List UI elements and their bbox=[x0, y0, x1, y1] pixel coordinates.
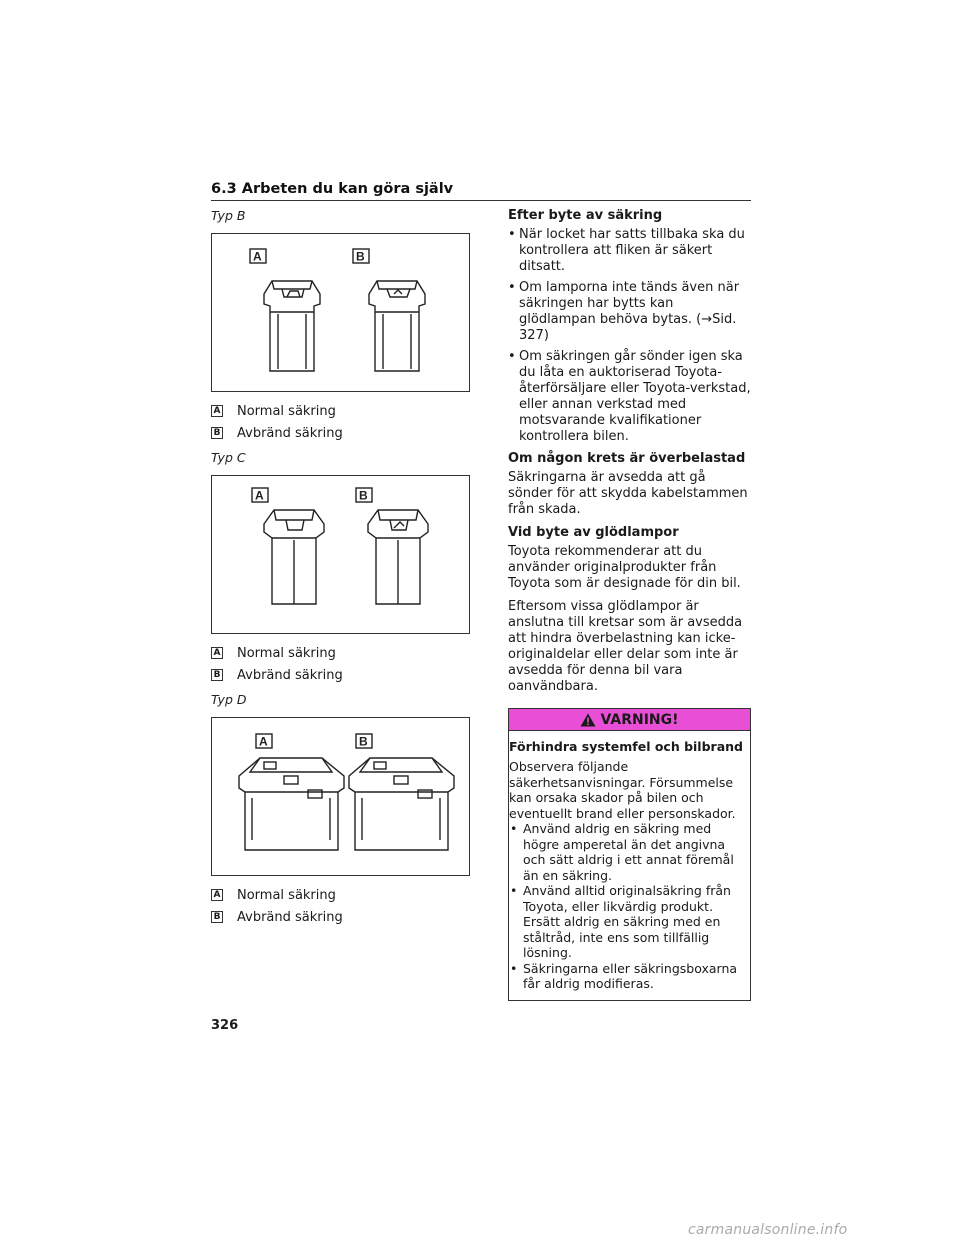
after-replacement-list bbox=[508, 227, 752, 445]
legend-text: Avbränd säkring bbox=[237, 425, 343, 441]
legend-item bbox=[211, 422, 471, 444]
legend-letter: A bbox=[211, 405, 223, 417]
legend-item bbox=[211, 664, 471, 686]
legend-text: Normal säkring bbox=[237, 403, 336, 419]
bulbs-paragraph-2: Eftersom vissa glödlampor är anslutna till kretsar som är avsedda att hindra överbelastning kan icke-originaldelar eller delar som inte är avsedda för denna bil vara oanvändbara. bbox=[508, 599, 743, 694]
figure-type-label: Typ B bbox=[211, 208, 246, 223]
left-column bbox=[211, 208, 471, 928]
legend-letter: B bbox=[211, 911, 223, 923]
legend-letter: A bbox=[211, 647, 223, 659]
fuse-figure-type-c bbox=[211, 475, 470, 634]
warning-list bbox=[509, 821, 750, 992]
legend-text: Avbränd säkring bbox=[237, 909, 343, 925]
fuse-illustration-type-c bbox=[212, 476, 471, 635]
legend-item bbox=[211, 642, 471, 664]
legend-text: Normal säkring bbox=[237, 645, 336, 661]
figure-type-label: Typ D bbox=[211, 692, 247, 707]
legend-item bbox=[211, 906, 471, 928]
legend-item bbox=[211, 884, 471, 906]
warning-body bbox=[509, 731, 750, 1000]
right-column bbox=[508, 208, 752, 1001]
section-title: 6.3 Arbeten du kan göra själv bbox=[211, 181, 751, 201]
list-item: • Använd alltid originalsäkring från Toyota, eller likvärdig produkt. Ersätt aldrig en säkring med en ståltråd, inte ens som tillfällig lösning. bbox=[509, 883, 750, 961]
fuse-figure-type-d bbox=[211, 717, 470, 876]
list-item: • Säkringarna eller säkringsboxarna får aldrig modifieras. bbox=[509, 961, 750, 992]
overload-heading: Om någon krets är överbelastad bbox=[508, 451, 746, 466]
legend-text: Normal säkring bbox=[237, 887, 336, 903]
legend-letter: B bbox=[211, 669, 223, 681]
callout-b: B bbox=[359, 488, 368, 503]
callout-a: A bbox=[259, 734, 268, 749]
callout-b: B bbox=[356, 249, 365, 264]
list-item: • När locket har satts tillbaka ska du kontrollera att fliken är säkert ditsatt. bbox=[508, 227, 752, 275]
warning-label: VARNING! bbox=[600, 711, 679, 728]
list-item: • Om säkringen går sönder igen ska du låta en auktoriserad Toyota-återförsäljare eller Toyota-verkstad, eller annan verkstad med motsvarande kvalifikationer kontrollera bilen. bbox=[508, 349, 752, 445]
watermark: carmanualsonline.info bbox=[688, 1222, 848, 1238]
legend-letter: B bbox=[211, 427, 223, 439]
fuse-illustration-type-b bbox=[212, 234, 471, 393]
fuse-figure-type-b bbox=[211, 233, 470, 392]
warning-intro: Observera följande säkerhetsanvisningar. Försummelse kan orsaka skador på bilen och eventuellt brand eller personskador. bbox=[509, 759, 736, 821]
fuse-illustration-type-d bbox=[212, 718, 471, 877]
bulbs-paragraph-1: Toyota rekommenderar att du använder originalprodukter från Toyota som är designade för din bil. bbox=[508, 544, 741, 591]
legend-letter: A bbox=[211, 889, 223, 901]
legend-item bbox=[211, 400, 471, 422]
warning-triangle-icon bbox=[580, 713, 596, 727]
after-replacement-heading: Efter byte av säkring bbox=[508, 208, 663, 223]
warning-title: Förhindra systemfel och bilbrand bbox=[509, 739, 743, 754]
callout-b: B bbox=[359, 734, 368, 749]
list-item: • Använd aldrig en säkring med högre amperetal än det angivna och sätt aldrig i ett annat föremål än en säkring. bbox=[509, 821, 750, 883]
callout-a: A bbox=[255, 488, 264, 503]
legend-text: Avbränd säkring bbox=[237, 667, 343, 683]
warning-box bbox=[508, 708, 751, 1001]
overload-text: Säkringarna är avsedda att gå sönder för att skydda kabelstammen från skada. bbox=[508, 470, 748, 517]
list-item: • Om lamporna inte tänds även när säkringen har bytts kan glödlampan behöva bytas. (→Sid. 327) bbox=[508, 280, 752, 344]
page-number: 326 bbox=[211, 1018, 239, 1033]
warning-header bbox=[509, 709, 750, 731]
bulbs-heading: Vid byte av glödlampor bbox=[508, 525, 679, 540]
figure-type-label: Typ C bbox=[211, 450, 246, 465]
callout-a: A bbox=[253, 249, 262, 264]
